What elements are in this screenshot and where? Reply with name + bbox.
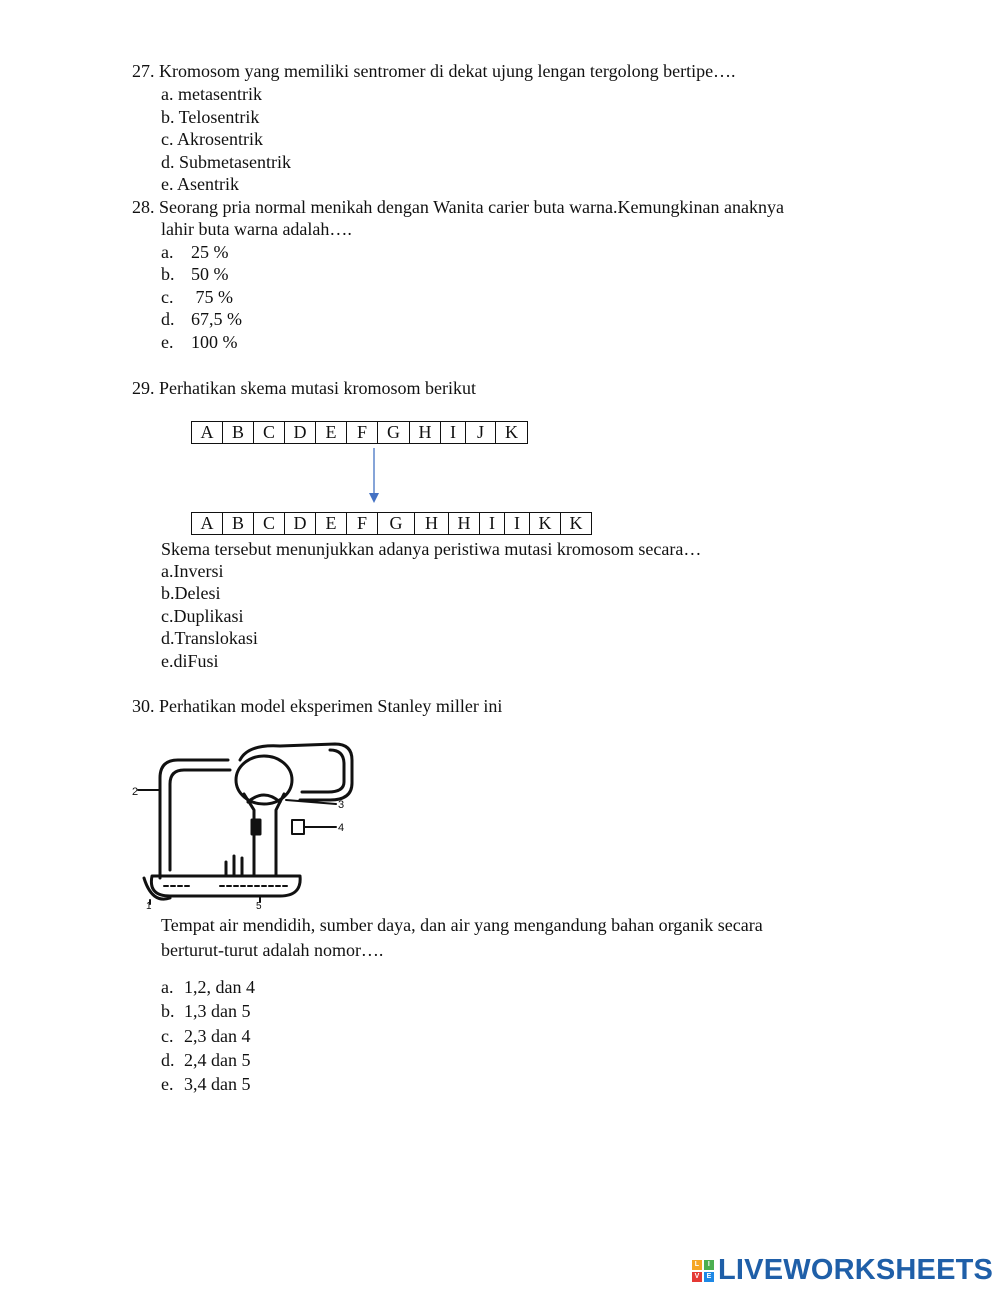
q30-statement-cont: berturut-turut adalah nomor….: [161, 940, 384, 960]
option-key: e.: [161, 1074, 174, 1094]
q28-option-e[interactable]: [161, 331, 238, 353]
q30-option-b[interactable]: [161, 1000, 251, 1022]
option-value: 3,4 dan 5: [184, 1074, 251, 1094]
q27-question: 27. Kromosom yang memiliki sentromer di dekat ujung lengan tergolong bertipe….: [132, 61, 736, 81]
diagram-label-1: 1: [146, 901, 152, 910]
q29-statement: Skema tersebut menunjukkan adanya peristiwa mutasi kromosom secara…: [161, 539, 702, 559]
gene-cell: A: [192, 421, 223, 444]
option-value: 50 %: [191, 264, 229, 284]
diagram-label-2: 2: [132, 786, 139, 798]
option-key: b.: [161, 1001, 175, 1021]
q30-option-e[interactable]: [161, 1073, 251, 1095]
gene-cell: C: [254, 512, 285, 535]
q29-option-b[interactable]: b.Delesi: [161, 583, 221, 603]
logo-blocks-icon: [692, 1260, 714, 1282]
logo-text: LIVEWORKSHEETS: [718, 1254, 994, 1286]
q30-statement: Tempat air mendidih, sumber daya, dan air yang mengandung bahan organik secara: [161, 915, 763, 935]
q28-question: 28. Seorang pria normal menikah dengan Wanita carier buta warna.Kemungkinan anaknya: [132, 197, 784, 217]
chromosome-after: [191, 512, 592, 535]
gene-cell: F: [347, 421, 378, 444]
gene-cell: J: [466, 421, 496, 444]
q29-question: 29. Perhatikan skema mutasi kromosom berikut: [132, 378, 476, 398]
gene-cell: H: [410, 421, 441, 444]
q28-question-cont: lahir buta warna adalah….: [161, 219, 352, 239]
gene-cell: C: [254, 421, 285, 444]
miller-apparatus-diagram: [130, 738, 366, 910]
q29-option-d[interactable]: d.Translokasi: [161, 628, 258, 648]
gene-cell: D: [285, 512, 316, 535]
gene-cell: H: [449, 512, 480, 535]
option-value: 1,3 dan 5: [184, 1001, 251, 1021]
option-value: 2,4 dan 5: [184, 1050, 251, 1070]
option-key: d.: [161, 1050, 175, 1070]
gene-cell: B: [223, 421, 254, 444]
diagram-label-5: 5: [256, 901, 262, 910]
gene-cell: I: [505, 512, 530, 535]
q27-option-b[interactable]: b. Telosentrik: [161, 107, 260, 127]
q30-question: 30. Perhatikan model eksperimen Stanley miller ini: [132, 696, 503, 716]
q30-option-d[interactable]: [161, 1049, 251, 1071]
q28-option-c[interactable]: [161, 286, 233, 308]
option-key: a.: [161, 242, 174, 262]
q30-option-a[interactable]: [161, 976, 255, 998]
liveworksheets-logo[interactable]: [692, 1254, 993, 1287]
q28-option-a[interactable]: [161, 241, 229, 263]
gene-cell: A: [192, 512, 223, 535]
gene-cell: I: [441, 421, 466, 444]
q29-option-e[interactable]: e.diFusi: [161, 651, 219, 671]
q28-option-b[interactable]: [161, 263, 229, 285]
q27-option-a[interactable]: a. metasentrik: [161, 84, 262, 104]
gene-cell: E: [316, 512, 347, 535]
option-key: a.: [161, 977, 174, 997]
gene-cell: K: [561, 512, 592, 535]
q28-option-d[interactable]: [161, 308, 242, 330]
diagram-label-3: 3: [338, 799, 345, 811]
option-value: 1,2, dan 4: [184, 977, 255, 997]
option-value: 100 %: [191, 332, 238, 352]
q27-option-e[interactable]: e. Asentrik: [161, 174, 239, 194]
option-key: d.: [161, 309, 175, 329]
option-key: b.: [161, 264, 175, 284]
option-value: 75 %: [191, 287, 233, 307]
q29-option-c[interactable]: c.Duplikasi: [161, 606, 244, 626]
chromosome-before: [191, 421, 528, 444]
mutation-arrow: [366, 447, 382, 505]
gene-cell: E: [316, 421, 347, 444]
gene-cell: G: [378, 421, 410, 444]
logo-block: E: [704, 1272, 714, 1282]
option-key: e.: [161, 332, 174, 352]
option-value: 25 %: [191, 242, 229, 262]
logo-block: L: [692, 1260, 702, 1270]
option-key: c.: [161, 1026, 174, 1046]
q27-option-d[interactable]: d. Submetasentrik: [161, 152, 291, 172]
option-key: c.: [161, 287, 174, 307]
gene-cell: K: [530, 512, 561, 535]
q29-option-a[interactable]: a.Inversi: [161, 561, 224, 581]
q27-option-c[interactable]: c. Akrosentrik: [161, 129, 263, 149]
q30-option-c[interactable]: [161, 1025, 251, 1047]
gene-cell: G: [378, 512, 415, 535]
logo-block: V: [692, 1272, 702, 1282]
gene-cell: K: [496, 421, 528, 444]
gene-cell: D: [285, 421, 316, 444]
gene-cell: I: [480, 512, 505, 535]
gene-cell: F: [347, 512, 378, 535]
option-value: 67,5 %: [191, 309, 242, 329]
diagram-label-4: 4: [338, 822, 345, 834]
gene-cell: B: [223, 512, 254, 535]
logo-block: I: [704, 1260, 714, 1270]
gene-cell: H: [415, 512, 449, 535]
option-value: 2,3 dan 4: [184, 1026, 251, 1046]
